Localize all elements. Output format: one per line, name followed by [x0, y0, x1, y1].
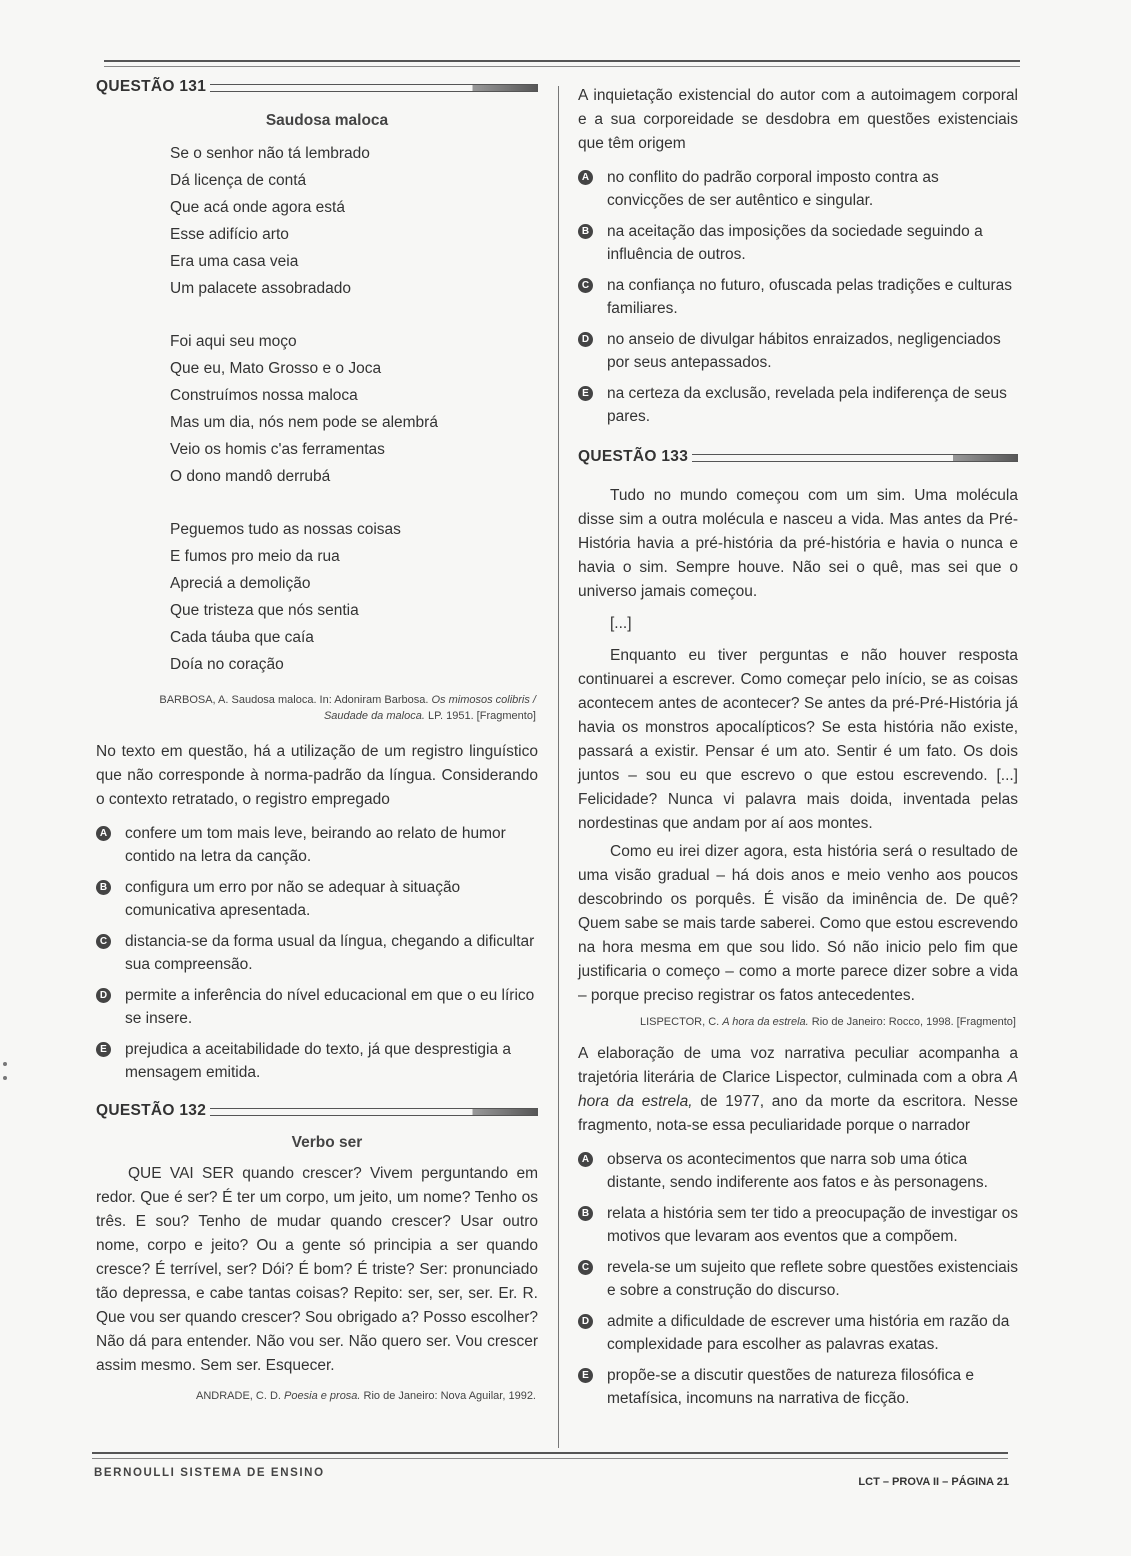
option-letter-badge: A — [96, 826, 111, 841]
option-text: observa os acontecimentos que narra sob uma ótica distante, sendo indiferente aos fatos e às personagens. — [607, 1151, 988, 1191]
poem-line: Foi aqui seu moço — [170, 333, 297, 350]
question-132-header — [96, 1100, 538, 1122]
poem-line: Mas um dia, nós nem pode se alembrá — [170, 414, 438, 431]
stanza-3 — [170, 516, 538, 678]
option-letter-badge: C — [96, 934, 111, 949]
question-132-stem: A inquietação existencial do autor com a autoimagem corporal e a sua corporeidade se desdobra em questões existenciais que têm origem — [578, 87, 1018, 152]
option-c[interactable] — [96, 930, 538, 976]
option-c[interactable] — [578, 1256, 1018, 1302]
option-letter-badge: A — [578, 1152, 593, 1167]
poem-line: Se o senhor não tá lembrado — [170, 145, 370, 162]
question-131-stem: No texto em questão, há a utilização de um registro linguístico que não corresponde à norma-padrão da língua. Considerando o contexto retratado, o registro empregado — [96, 743, 538, 808]
question-132-options — [578, 166, 1018, 428]
poem-line: Apreciá a demolição — [170, 575, 311, 592]
option-letter-badge: C — [578, 278, 593, 293]
poem-line: Dá licença de contá — [170, 172, 307, 189]
poem-line: O dono mandô derrubá — [170, 468, 331, 485]
option-text: confere um tom mais leve, beirando ao relato de humor contido na letra da canção. — [125, 825, 506, 865]
source-details: LP. 1951. [Fragmento] — [427, 710, 536, 722]
option-letter-badge: B — [96, 880, 111, 895]
poem-title-verbo-ser: Verbo ser — [291, 1134, 363, 1151]
source-citation-133 — [578, 1014, 1018, 1030]
option-b[interactable] — [96, 876, 538, 922]
bottom-rule — [92, 1452, 1008, 1459]
poem-line: Peguemos tudo as nossas coisas — [170, 521, 401, 538]
source-work: A hora da estrela. — [722, 1016, 809, 1028]
option-a[interactable] — [96, 822, 538, 868]
option-c[interactable] — [578, 274, 1018, 320]
question-133-header — [578, 446, 1018, 468]
option-a[interactable] — [578, 1148, 1018, 1194]
poem-line: Doía no coração — [170, 656, 284, 673]
column-divider — [558, 86, 559, 1448]
right-column — [578, 84, 1018, 1418]
option-text: admite a dificuldade de escrever uma história em razão da complexidade para escolher as palavras exatas. — [607, 1313, 1010, 1353]
poem-line: Que eu, Mato Grosso e o Joca — [170, 360, 382, 377]
option-text: na confiança no futuro, ofuscada pelas tradições e culturas familiares. — [607, 277, 1012, 317]
top-rule — [104, 60, 1020, 67]
option-letter-badge: A — [578, 170, 593, 185]
option-text: no conflito do padrão corporal imposto contra as convicções de ser autêntico e singular. — [607, 169, 939, 209]
option-letter-badge: B — [578, 224, 593, 239]
option-e[interactable] — [96, 1038, 538, 1084]
poem-line: Construímos nossa maloca — [170, 387, 358, 404]
option-letter-badge: E — [578, 386, 593, 401]
poem-line: Esse adifício arto — [170, 226, 289, 243]
poem-line: Um palacete assobradado — [170, 280, 351, 297]
poem-line: Veio os homis c'as ferramentas — [170, 441, 385, 458]
option-d[interactable] — [578, 1310, 1018, 1356]
option-b[interactable] — [578, 1202, 1018, 1248]
option-text: revela-se um sujeito que reflete sobre questões existenciais e sobre a construção do discurso. — [607, 1259, 1018, 1299]
question-131-label: QUESTÃO 131 — [96, 78, 207, 95]
option-letter-badge: B — [578, 1206, 593, 1221]
footer-publisher: BERNOULLI SISTEMA DE ENSINO — [94, 1467, 325, 1479]
option-text: configura um erro por não se adequar à situação comunicativa apresentada. — [125, 879, 461, 919]
source-citation-132 — [96, 1388, 538, 1404]
prose-ellipsis: [...] — [610, 615, 632, 632]
scan-speck — [3, 1076, 7, 1080]
stanza-1 — [170, 140, 538, 302]
stem-work-title: A hora da estrela, — [578, 1069, 1018, 1110]
option-letter-badge: E — [96, 1042, 111, 1057]
question-132-label: QUESTÃO 132 — [96, 1102, 207, 1119]
stem-text: de 1977, ano da morte da escritora. Nesse fragmento, nota-se essa peculiaridade porque o narrador — [578, 1093, 1018, 1134]
question-133-options — [578, 1148, 1018, 1410]
question-133-text — [578, 484, 1018, 1008]
poem-title-saudosa-maloca: Saudosa maloca — [265, 112, 389, 129]
option-text: distancia-se da forma usual da língua, chegando a dificultar sua compreensão. — [125, 933, 535, 973]
option-d[interactable] — [578, 328, 1018, 374]
footer-page-number: LCT – PROVA II – PÁGINA 21 — [858, 1476, 1009, 1488]
source-author: BARBOSA, A. Saudosa maloca. In: Adoniram Barbosa. — [159, 694, 429, 706]
prose-paragraph: Tudo no mundo começou com um sim. Uma molécula disse sim a outra molécula e nasceu a vida. Mas antes da Pré-História havia a pré-história da pré-história e havia o nunca e havia o sim. Sempre houve. Não sei o quê, mas sei que o universo jamais começou. — [578, 487, 1018, 600]
option-letter-badge: E — [578, 1368, 593, 1383]
option-text: prejudica a aceitabilidade do texto, já que desprestigia a mensagem emitida. — [125, 1041, 512, 1081]
option-letter-badge: D — [578, 1314, 593, 1329]
option-letter-badge: D — [96, 988, 111, 1003]
option-text: na aceitação das imposições da sociedade seguindo a influência de outros. — [607, 223, 983, 263]
prose-paragraph: Como eu irei dizer agora, esta história será o resultado de uma visão gradual – há dois anos e meio venho aos poucos descobrindo os porquês. É visão da iminência de. De quê? Quem sabe se mais tarde saberei. Como que estou escrevendo na hora mesma em que sou lido. Só não inicio pelo fim que justificaria o começo – como a morte parece dizer sobre a vida – porque preciso registrar os fatos antecedentes. — [578, 843, 1018, 1004]
left-column — [96, 76, 538, 1404]
verbo-ser-paragraph: QUE VAI SER quando crescer? Vivem perguntando em redor. Que é ser? É ter um corpo, um jeito, um nome? Tenho os três. E sou? Tenho de mudar quando crescer? Usar outro nome, corpo e jeito? Ou a gente só principia a ser quando cresce? É terrível, ser? Dói? É bom? É triste? Ser: pronunciado tão depressa, e cabe tantas coisas? Repito: ser, ser, ser. Er. R. Que vou ser quando crescer? Sou obrigado a? Posso escolher? Não dá para entender. Não vou ser. Não quero ser. Vou crescer assim mesmo. Sem ser. Esquecer. — [96, 1165, 538, 1374]
option-text: na certeza da exclusão, revelada pela indiferença de seus pares. — [607, 385, 1007, 425]
scan-speck — [3, 1062, 7, 1066]
source-work: Os mimosos colibris / Saudade da maloca. — [323, 694, 536, 722]
question-131-options — [96, 822, 538, 1084]
prose-paragraph: Enquanto eu tiver perguntas e não houver resposta continuarei a escrever. Como começar pelo início, se as coisas acontecem antes de acontecer? Se antes da pré-Pré-História já havia os monstros apocalípticos? Se esta história não existe, passará a existir. Pensar é um ato. Sentir é um fato. Os dois juntos – sou eu que escrevo o que estou escrevendo. [...] Felicidade? Nunca vi palavra mais doida, inventada pelas nordestinas que andam por aí aos montes. — [578, 647, 1018, 832]
source-details: Rio de Janeiro: Rocco, 1998. [Fragmento] — [811, 1016, 1016, 1028]
source-author: LISPECTOR, C. — [639, 1016, 720, 1028]
option-a[interactable] — [578, 166, 1018, 212]
question-133-stem — [578, 1042, 1018, 1138]
poem-line: Era uma casa veia — [170, 253, 299, 270]
option-text: relata a história sem ter tido a preocupação de investigar os motivos que levaram aos eventos que a compõem. — [607, 1205, 1018, 1245]
option-b[interactable] — [578, 220, 1018, 266]
poem-line: Cada táuba que caía — [170, 629, 314, 646]
question-132-text — [96, 1162, 538, 1378]
option-e[interactable] — [578, 1364, 1018, 1410]
source-work: Poesia e prosa. — [284, 1390, 361, 1402]
header-bar — [210, 1108, 538, 1116]
source-citation-131 — [96, 692, 538, 724]
stem-text: A elaboração de uma voz narrativa peculiar acompanha a trajetória literária de Clarice Lispector, culminada com a obra — [578, 1045, 1018, 1086]
option-letter-badge: C — [578, 1260, 593, 1275]
option-letter-badge: D — [578, 332, 593, 347]
option-text: propõe-se a discutir questões de natureza filosófica e metafísica, incomuns na narrativa de ficção. — [607, 1367, 975, 1407]
header-bar — [210, 84, 538, 92]
question-133-label: QUESTÃO 133 — [578, 448, 689, 465]
option-text: permite a inferência do nível educacional em que o eu lírico se insere. — [125, 987, 535, 1027]
poem-line: Que acá onde agora está — [170, 199, 345, 216]
stanza-2 — [170, 328, 538, 490]
question-131-header — [96, 76, 538, 98]
option-e[interactable] — [578, 382, 1018, 428]
option-text: no anseio de divulgar hábitos enraizados, negligenciados por seus antepassados. — [607, 331, 1001, 371]
source-author: ANDRADE, C. D. — [196, 1390, 281, 1402]
poem-line: E fumos pro meio da rua — [170, 548, 340, 565]
header-bar — [692, 454, 1018, 462]
option-d[interactable] — [96, 984, 538, 1030]
poem-line: Que tristeza que nós sentia — [170, 602, 359, 619]
source-details: Rio de Janeiro: Nova Aguilar, 1992. — [363, 1390, 536, 1402]
